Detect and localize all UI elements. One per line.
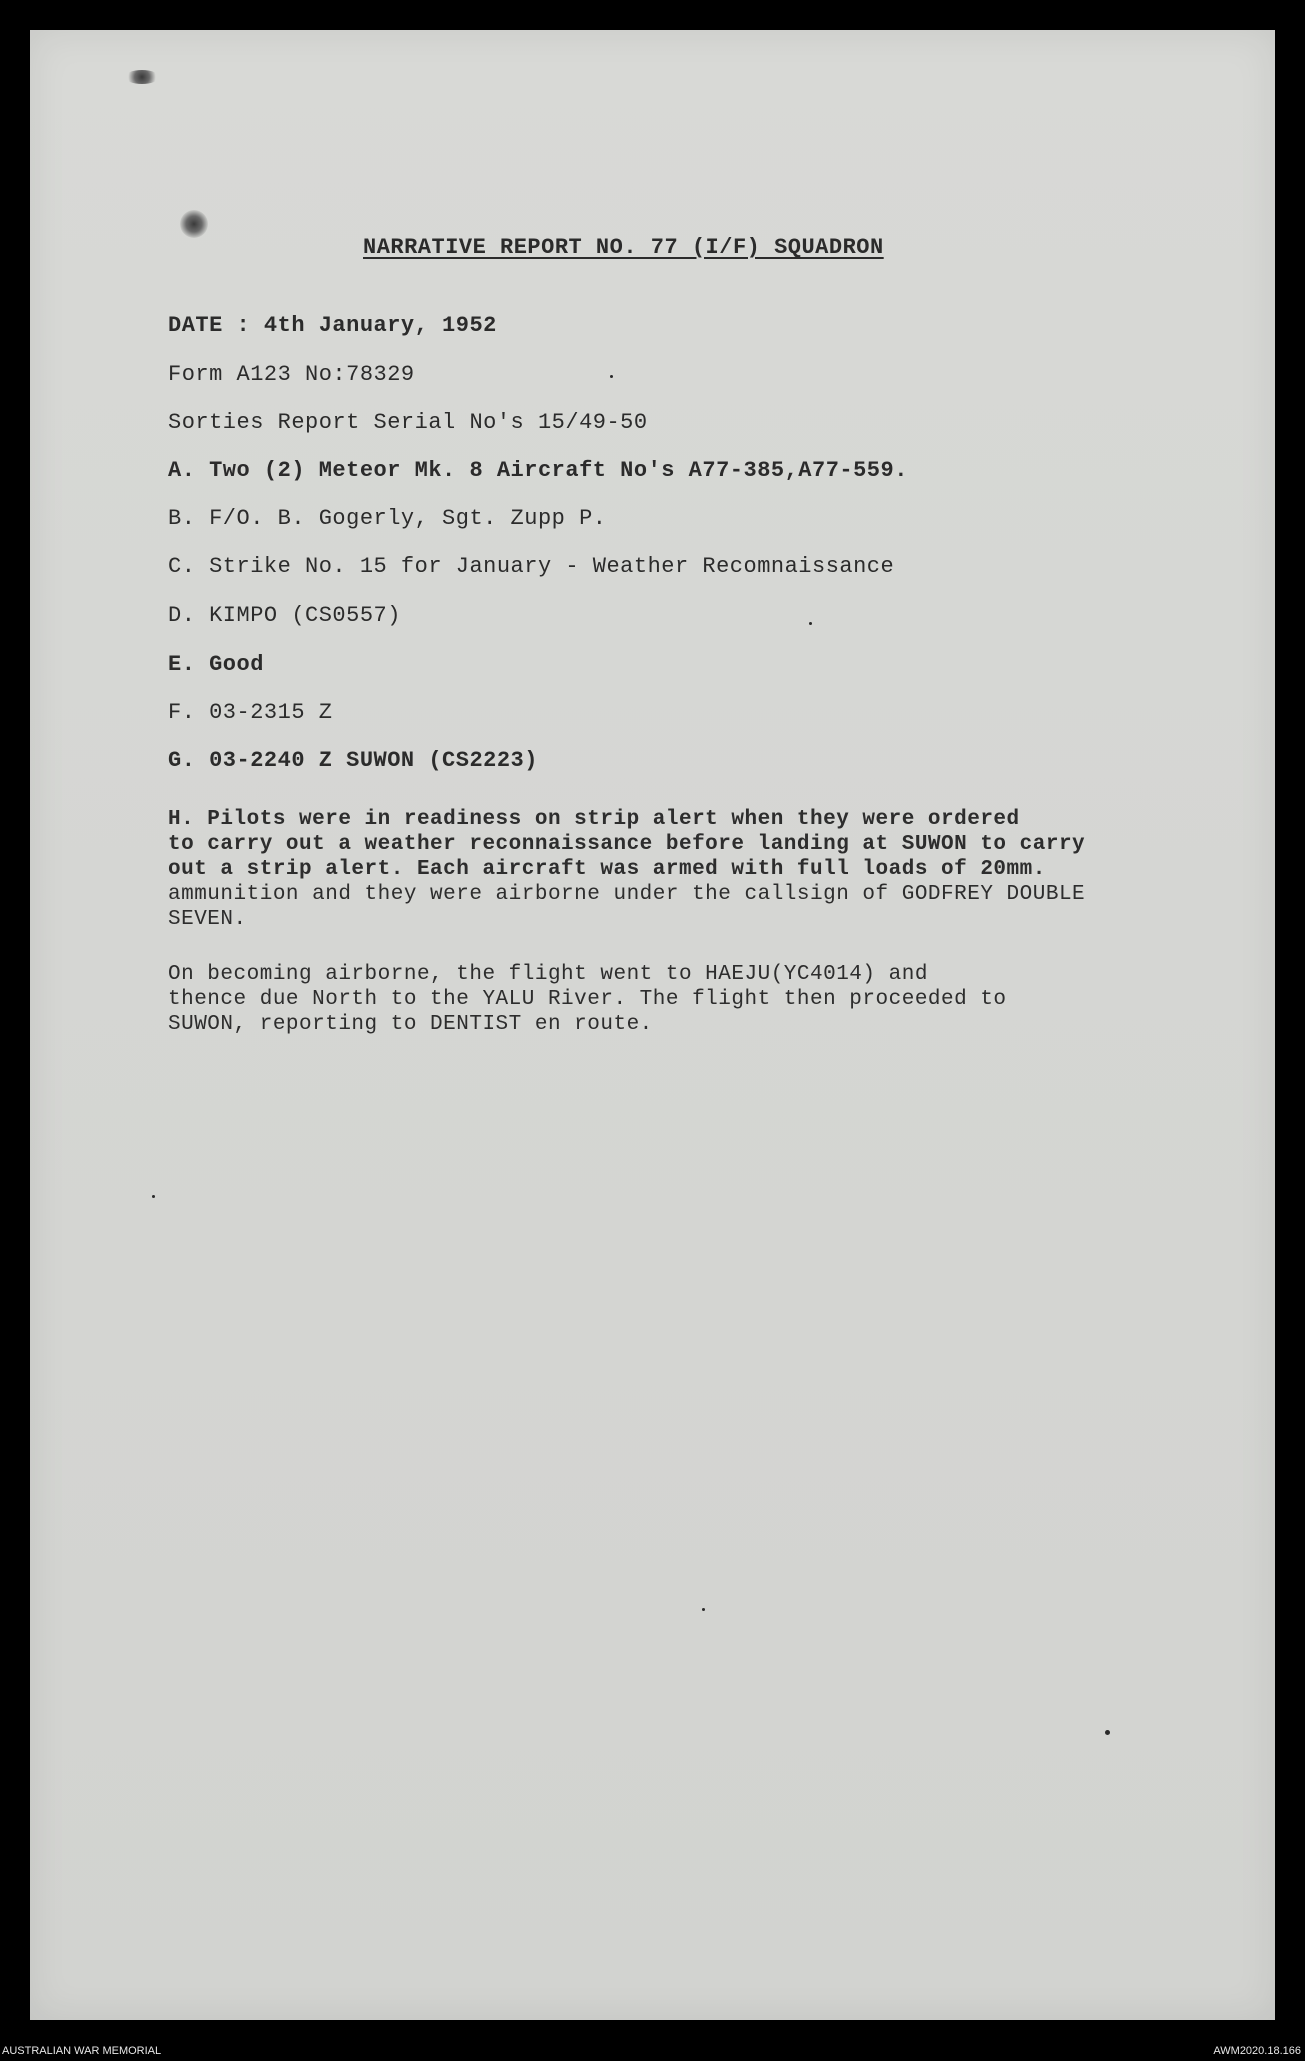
item-b: B. F/O. B. Gogerly, Sgt. Zupp P.: [168, 506, 607, 531]
ink-speck: [610, 375, 613, 378]
footer-source: AUSTRALIAN WAR MEMORIAL: [2, 2045, 162, 2057]
sorties-line: Sorties Report Serial No's 15/49-50: [168, 410, 648, 435]
paragraph-line: to carry out a weather reconnaissance before landing at SUWON to carry: [168, 833, 1086, 856]
ink-speck: [1105, 1730, 1110, 1735]
ink-speck: [152, 1195, 155, 1198]
item-f: F. 03-2315 Z: [168, 700, 333, 725]
paper-damage-mark: [180, 210, 208, 238]
item-a: A. Two (2) Meteor Mk. 8 Aircraft No's A77-385,A77-559.: [168, 458, 908, 483]
item-c: C. Strike No. 15 for January - Weather Recomnaissance: [168, 554, 895, 579]
paragraph-line: SEVEN.: [168, 908, 247, 931]
paper-damage-mark: [125, 70, 159, 84]
paragraph-line: ammunition and they were airborne under the callsign of GODFREY DOUBLE: [168, 883, 1086, 906]
report-title: NARRATIVE REPORT NO. 77 (I/F) SQUADRON: [363, 235, 884, 260]
footer-accession-number: AWM2020.18.166: [1213, 2045, 1301, 2057]
item-e: E. Good: [168, 652, 264, 677]
document-page: [30, 30, 1275, 2020]
paragraph-line: thence due North to the YALU River. The flight then proceeded to: [168, 988, 1007, 1011]
ink-speck: [809, 622, 812, 625]
paragraph-line: H. Pilots were in readiness on strip alert when they were ordered: [168, 808, 1020, 831]
item-g: G. 03-2240 Z SUWON (CS2223): [168, 748, 538, 773]
paragraph-line: out a strip alert. Each aircraft was armed with full loads of 20mm.: [168, 858, 1046, 881]
paragraph-airborne: [168, 962, 1007, 1037]
item-d: D. KIMPO (CS0557): [168, 603, 401, 628]
ink-speck: [702, 1608, 705, 1611]
date-line: DATE : 4th January, 1952: [168, 313, 497, 338]
paragraph-line: On becoming airborne, the flight went to HAEJU(YC4014) and: [168, 963, 928, 986]
paragraph-h: [168, 807, 1085, 932]
form-line: Form A123 No:78329: [168, 362, 415, 387]
paragraph-line: SUWON, reporting to DENTIST en route.: [168, 1013, 653, 1036]
